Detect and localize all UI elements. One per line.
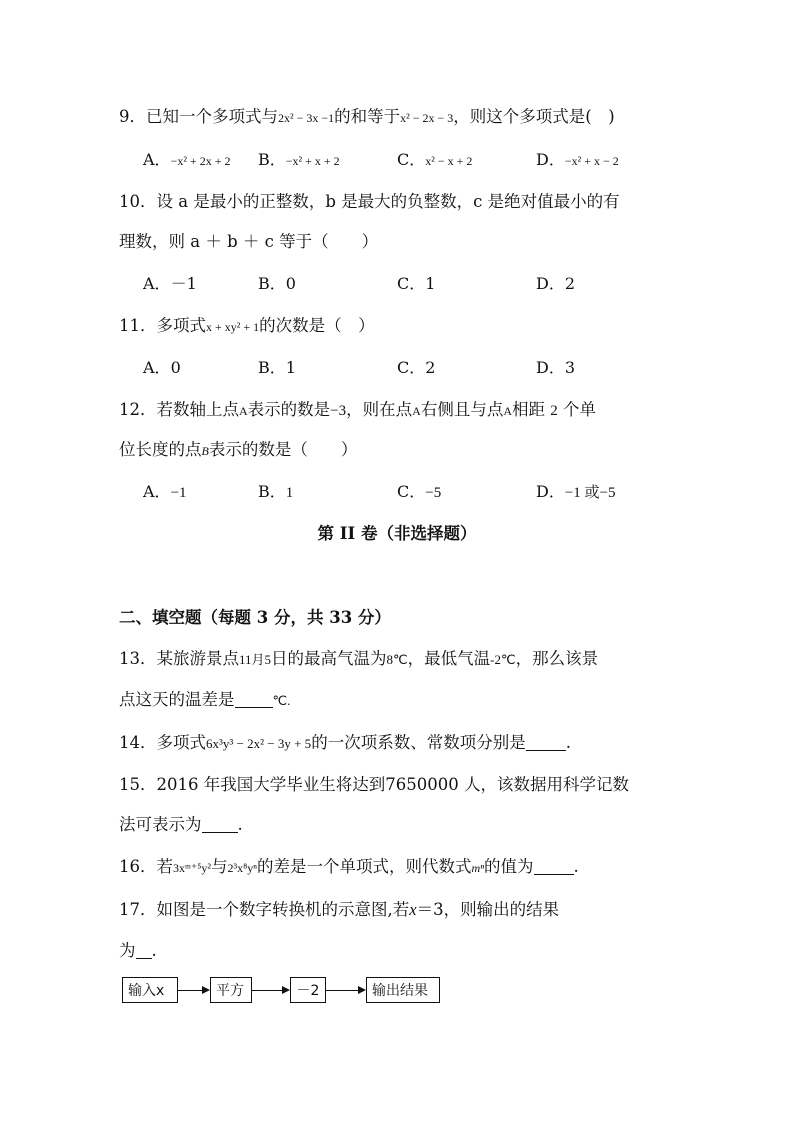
option-c[interactable]: C．2: [397, 358, 436, 377]
question-15-line-1: 15．2016 年我国大学毕业生将达到7650000 人，该数据用科学记数: [119, 775, 629, 794]
question-10-line-1: 10．设 a 是最小的正整数，b 是最大的负整数，c 是绝对值最小的有: [119, 192, 620, 211]
question-11: 11．多项式x + xy² + 1的次数是（ ）: [119, 316, 375, 335]
option-a[interactable]: A．－1: [143, 274, 197, 293]
question-15-line-2: 法可表示为 .: [119, 815, 243, 834]
question-12-line-1: 12．若数轴上点A表示的数是−3，则在点A右侧且与点A相距 2 个单: [119, 400, 596, 419]
arrow-icon: [326, 990, 364, 991]
answer-blank[interactable]: [526, 734, 566, 751]
question-13-line-1: 13．某旅游景点11月5日的最高气温为8℃，最低气温-2℃，那么该景: [119, 649, 599, 668]
flow-box-input: 输入x: [122, 977, 178, 1003]
polynomial-expression: 6x³y³ − 2x² − 3y + 5: [206, 736, 312, 751]
option-b[interactable]: B．1: [258, 482, 294, 501]
flow-box-minus-2: －2: [290, 977, 326, 1003]
question-9: 9．已知一个多项式与2x² − 3x −1的和等于x² − 2x − 3，则这个多项式是( ): [119, 107, 615, 126]
answer-blank[interactable]: [136, 942, 152, 959]
answer-blank[interactable]: [235, 691, 273, 708]
option-c[interactable]: C．−5: [397, 482, 442, 501]
option-d[interactable]: D．3: [536, 358, 576, 377]
arrow-icon: [252, 990, 288, 991]
monomial-expression: 2³x⁸yⁿ: [227, 861, 258, 875]
question-14: 14．多项式6x³y³ − 2x² − 3y + 5的一次项系数、常数项分别是 .: [119, 733, 571, 752]
option-b[interactable]: B．−x² + x + 2: [258, 150, 340, 169]
flow-box-square: 平方: [210, 977, 252, 1003]
option-b[interactable]: B．1: [258, 358, 296, 377]
question-16: 16．若3xᵐ⁺⁵y²与2³x⁸yⁿ的差是一个单项式，则代数式mⁿ的值为 .: [119, 857, 579, 876]
question-13-line-2: 点这天的温差是 ℃.: [119, 690, 291, 709]
answer-blank[interactable]: [202, 816, 238, 833]
option-d[interactable]: D．2: [536, 274, 576, 293]
answer-blank[interactable]: [534, 858, 574, 875]
option-a[interactable]: A．−1: [143, 482, 187, 501]
question-17-line-1: 17．如图是一个数字转换机的示意图,若x＝3，则输出的结果: [119, 900, 560, 919]
option-d[interactable]: D．−x² + x − 2: [536, 150, 619, 169]
option-c[interactable]: C．1: [397, 274, 436, 293]
arrow-icon: [178, 990, 208, 991]
polynomial-expression: x + xy² + 1: [206, 320, 260, 334]
polynomial-expression: x² − 2x − 3: [400, 111, 454, 125]
polynomial-expression: 2x² − 3x −1: [278, 111, 335, 125]
option-a[interactable]: A．0: [143, 358, 181, 377]
option-d[interactable]: D．−1 或−5: [536, 482, 616, 501]
option-a[interactable]: A．−x² + 2x + 2: [143, 150, 231, 169]
question-17-line-2: 为 .: [119, 941, 157, 960]
option-c[interactable]: C．x² − x + 2: [397, 150, 473, 169]
monomial-expression: 3xᵐ⁺⁵y²: [173, 861, 211, 875]
part-2-title: 第 II 卷（非选择题）: [317, 524, 477, 543]
question-12-line-2: 位长度的点B表示的数是（ ）: [119, 440, 358, 459]
flow-box-output: 输出结果: [366, 977, 440, 1003]
section-2-title: 二、填空题（每题 3 分，共 33 分）: [119, 608, 391, 627]
option-b[interactable]: B．0: [258, 274, 296, 293]
question-10-line-2: 理数，则 a ＋ b ＋ c 等于（ ）: [119, 232, 379, 251]
